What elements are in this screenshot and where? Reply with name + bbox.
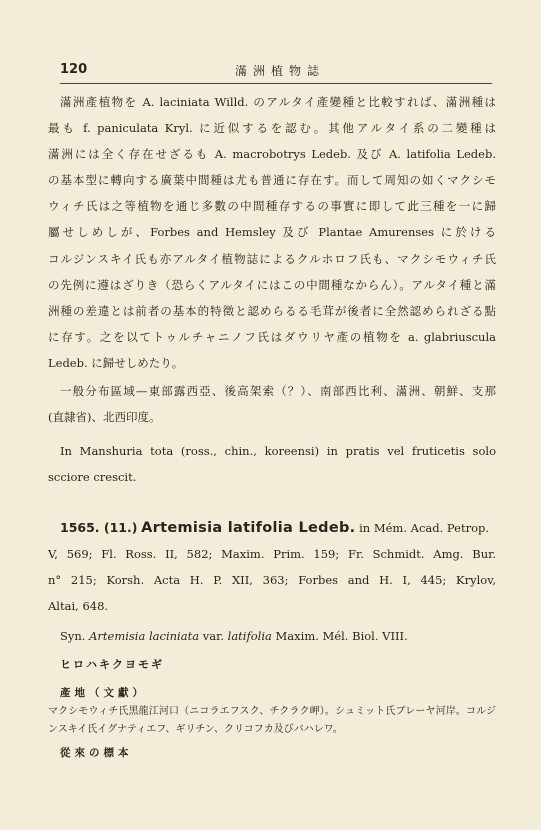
synonym-line (60, 628, 496, 644)
body-line: の先例に遵はざりき（恐らくアルタイにはこの中間種なからん）。アルタイ種と滿 (48, 278, 496, 292)
locality-line: ンスキイ氏イグナティエフ、ギリチン、クリコフカ及びバハレワ。 (48, 724, 343, 735)
body-line: に存す。之を以てトゥルチャニノフ氏はダウリヤ產の植物を a. glabriuscula (48, 330, 496, 344)
synonym-reference: Maxim. Mél. Biol. VIII. (275, 629, 408, 643)
entry-reference-line: V, 569; Fl. Ross. II, 582; Maxim. Prim. 159; Fr. Schmidt. Amg. Bur. (48, 547, 496, 561)
japanese-name: ヒロハキクヨモギ (60, 658, 164, 671)
latin-habitat-line: In Manshuria tota (ross., chin., koreensi) in pratis vel fruticetis solo (60, 444, 496, 458)
synonym-label: Syn. (60, 629, 86, 643)
distribution-line: (直隷省)、北西印度。 (48, 410, 161, 424)
specimens-label: 從來の標本 (60, 747, 133, 759)
entry-reference-line: Altai, 648. (48, 599, 109, 613)
header-rule (60, 83, 492, 84)
locality-label: 產地（文獻） (60, 687, 147, 699)
entry-heading (60, 520, 496, 536)
body-line: Ledeb. に歸せしめたり。 (48, 356, 184, 370)
entry-reference-line: n° 215; Korsh. Acta H. P. XII, 363; Forbes and H. I, 445; Krylov, (48, 573, 496, 587)
entry-number: 1565. (11.) (60, 520, 138, 535)
body-line: 滿洲には全く存在せざるも A. macrobotrys Ledeb. 及び A. latifolia Ledeb. (48, 147, 496, 161)
entry-reference-first: in Mém. Acad. Petrop. (359, 521, 490, 535)
synonym-name: Artemisia laciniata (89, 629, 200, 643)
entry-species-name: Artemisia latifolia Ledeb. (141, 520, 356, 536)
body-line: 屬せしめしが、Forbes and Hemsley 及び Plantae Amurenses に於ける (48, 225, 496, 239)
synonym-var: var. (202, 629, 224, 643)
page-number: 120 (60, 62, 88, 77)
latin-habitat-line: scciore crescit. (48, 470, 137, 484)
specimens-label-line (60, 744, 496, 761)
locality-label-line (60, 684, 496, 701)
page-header (60, 60, 490, 82)
body-line: ウィチ氏は之等植物を通じ多數の中間種存するの事實に即して此三種を一に歸 (48, 199, 496, 213)
body-line: の基本型に轉向する廣葉中間種は尤も普通に存在す。而して周知の如くマクシモ (48, 173, 496, 187)
distribution-line: 一般分布區域—東部露西亞、後高架索（？）、南部西比利、滿洲、朝鮮、支那 (60, 384, 496, 398)
body-line: 最も f. paniculata Kryl. に近似するを認む。其他アルタイ系の二變種は (48, 121, 496, 135)
running-head: 滿洲植物誌 (234, 64, 325, 78)
body-line: 滿洲產植物を A. laciniata Willd. のアルタイ產變種と比較すれば、滿洲種は (60, 95, 496, 109)
locality-line: マクシモウィチ氏黑龍江河口（ニコラエフスク、チクラク岬）。シュミット氏ブレーヤ河岸。コルジ (48, 706, 496, 717)
body-line: コルジンスキイ氏も亦アルタイ植物誌によるクルホロフ氏も、マクシモウィチ氏 (48, 252, 496, 266)
japanese-name-line (60, 656, 496, 673)
synonym-variety: latifolia (227, 629, 272, 643)
body-line: 洲種の差違とは前者の基本的特徵と認めらるる毛茸が後者に全然認められざる點 (48, 304, 496, 318)
